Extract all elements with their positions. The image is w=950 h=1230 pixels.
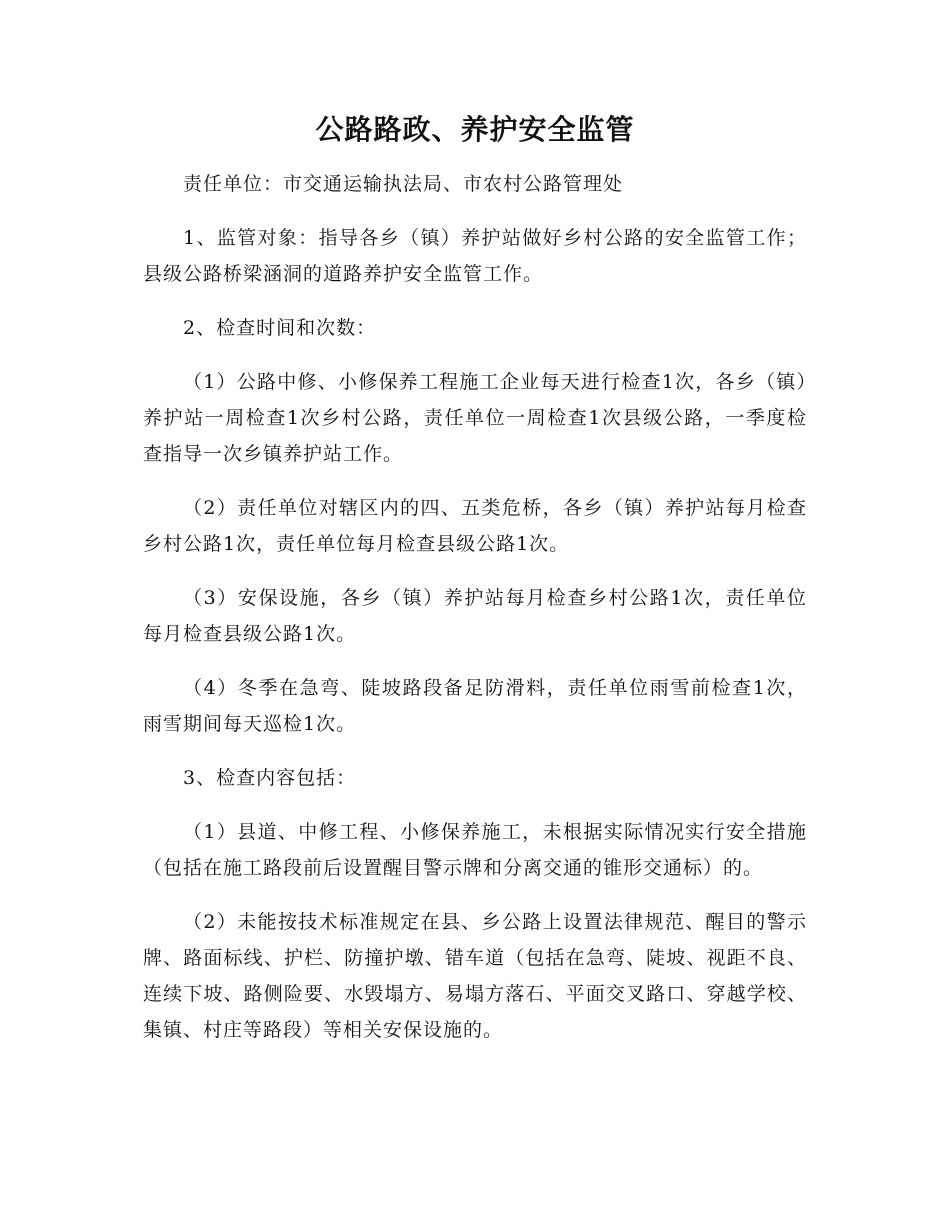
paragraph-supervision-target: 1、监管对象：指导各乡（镇）养护站做好乡村公路的安全监管工作；县级公路桥梁涵洞的道路养护安全监管工作。 <box>143 227 807 285</box>
paragraph-inspection-time-4: （4）冬季在急弯、陡坡路段备足防滑料，责任单位雨雪前检查1次，雨雪期间每天巡检1次。 <box>143 677 807 735</box>
document-body <box>143 166 807 1066</box>
paragraph-inspection-content-heading: 3、检查内容包括： <box>183 767 357 789</box>
paragraph-inspection-time-2: （2）责任单位对辖区内的四、五类危桥，各乡（镇）养护站每月检查乡村公路1次，责任单位每月检查县级公路1次。 <box>143 497 807 555</box>
paragraph-inspection-content-2: （2）未能按技术标准规定在县、乡公路上设置法律规范、醒目的警示牌、路面标线、护栏、防撞护墩、错车道（包括在急弯、陡坡、视距不良、连续下坡、路侧险要、水毁塌方、易塌方落石、平面交叉路口、穿越学校、集镇、村庄等路段）等相关安保设施的。 <box>143 911 807 1041</box>
paragraph-inspection-time-1: （1）公路中修、小修保养工程施工企业每天进行检查1次，各乡（镇）养护站一周检查1次乡村公路，责任单位一周检查1次县级公路，一季度检查指导一次乡镇养护站工作。 <box>143 371 807 465</box>
paragraph-responsible-unit: 责任单位：市交通运输执法局、市农村公路管理处 <box>183 173 624 195</box>
paragraph-inspection-time-3: （3）安保设施，各乡（镇）养护站每月检查乡村公路1次，责任单位每月检查县级公路1次。 <box>143 587 807 645</box>
paragraph-inspection-time-heading: 2、检查时间和次数： <box>183 317 377 339</box>
paragraph-inspection-content-1: （1）县道、中修工程、小修保养施工，未根据实际情况实行安全措施（包括在施工路段前后设置醒目警示牌和分离交通的锥形交通标）的。 <box>143 821 807 879</box>
document-title: 公路路政、养护安全监管 <box>315 113 635 146</box>
